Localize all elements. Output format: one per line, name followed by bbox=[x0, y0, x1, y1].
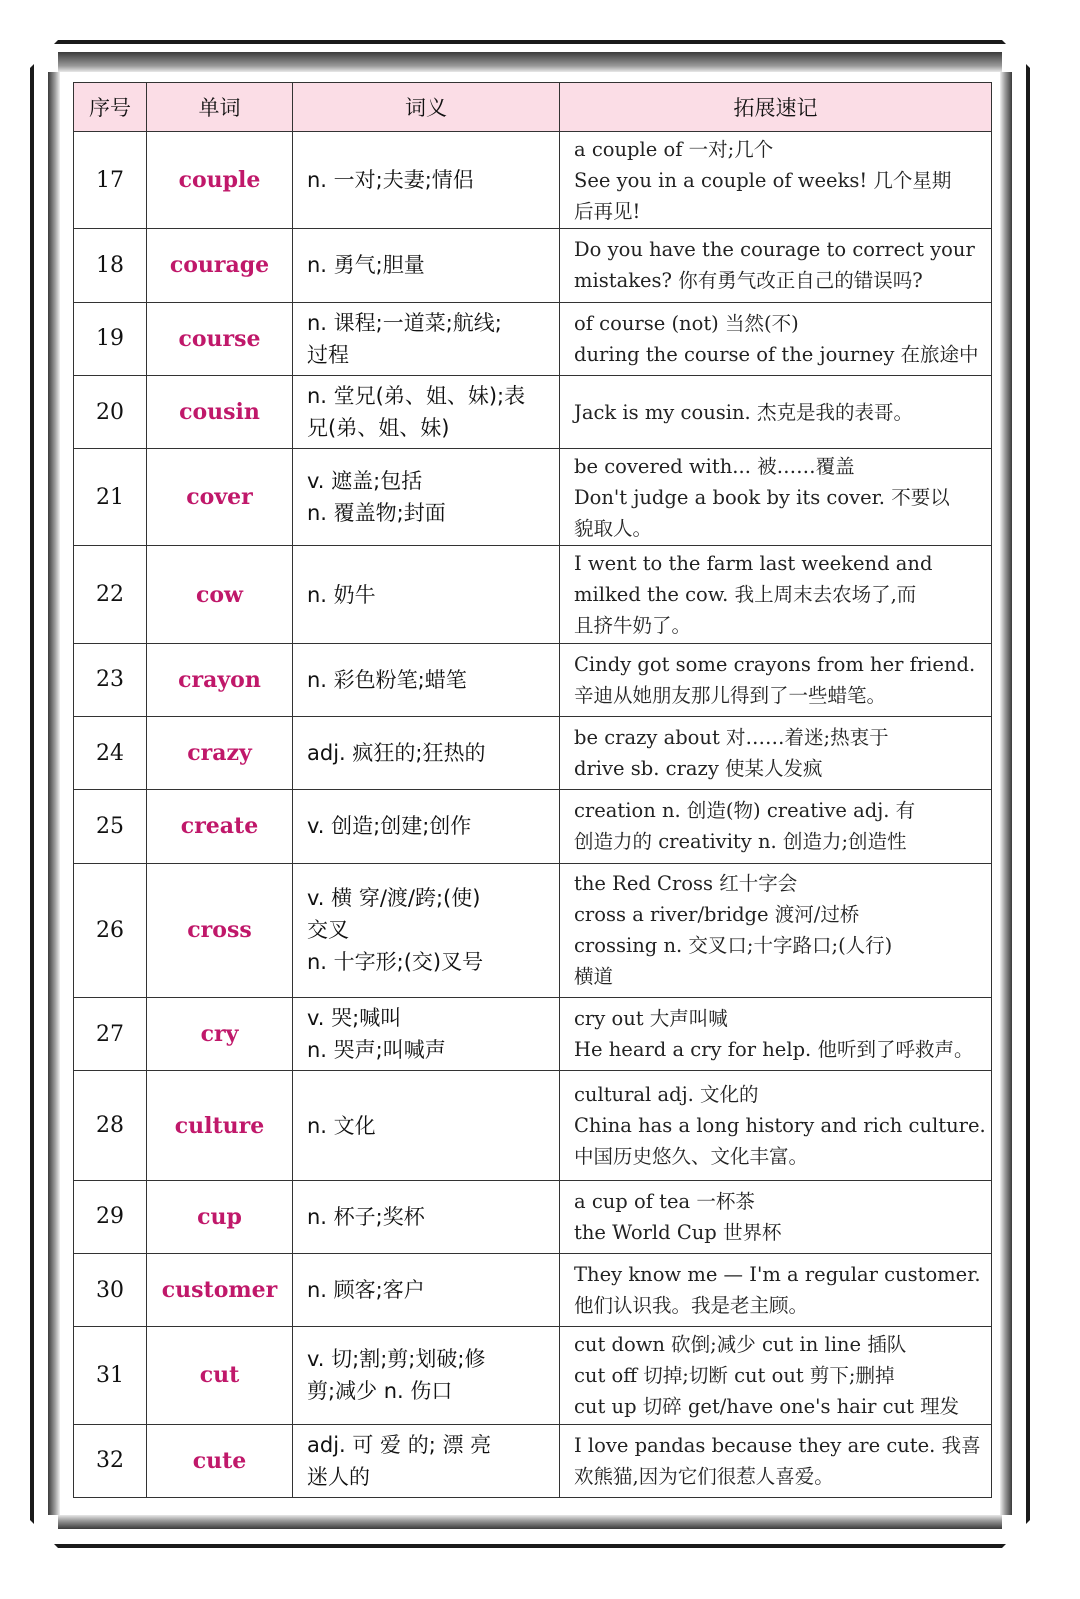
table-row bbox=[74, 1424, 992, 1497]
word-cell: cousin bbox=[147, 375, 293, 448]
row-number: 18 bbox=[74, 229, 147, 302]
extension-line: Don't judge a book by its cover. 不要以 bbox=[574, 485, 950, 509]
word-cell: course bbox=[147, 302, 293, 375]
extension-line: the World Cup 世界杯 bbox=[574, 1220, 782, 1244]
extension-line: cut off 切掉;切断 cut out 剪下;删掉 bbox=[574, 1363, 895, 1387]
meaning-line: n. 十字形;(交)叉号 bbox=[307, 950, 484, 975]
row-number: 17 bbox=[74, 132, 147, 229]
table-row bbox=[74, 643, 992, 716]
table-row bbox=[74, 229, 992, 302]
extension-line: I love pandas because they are cute. 我喜 bbox=[574, 1433, 981, 1457]
extension-line: 貌取人。 bbox=[574, 516, 653, 540]
frame-top-edge bbox=[58, 52, 1002, 72]
meaning-line: n. 堂兄(弟、姐、妹);表 bbox=[307, 384, 526, 408]
header-row bbox=[74, 83, 992, 132]
extension-line: He heard a cry for help. 他听到了呼救声。 bbox=[574, 1038, 974, 1062]
extension-cell bbox=[560, 1254, 992, 1327]
meaning-line: n. 一对;夫妻;情侣 bbox=[307, 168, 474, 193]
row-number: 28 bbox=[74, 1071, 147, 1180]
meaning-line: n. 哭声;叫喊声 bbox=[307, 1038, 446, 1063]
row-number: 29 bbox=[74, 1180, 147, 1253]
word-cell: cow bbox=[147, 546, 293, 643]
extension-line: cultural adj. 文化的 bbox=[574, 1083, 759, 1107]
extension-line: milked the cow. 我上周末去农场了,而 bbox=[574, 583, 917, 607]
extension-cell bbox=[560, 302, 992, 375]
extension-line: drive sb. crazy 使某人发疯 bbox=[574, 757, 823, 781]
header-word: 单词 bbox=[147, 83, 293, 132]
word-cell: create bbox=[147, 790, 293, 863]
meaning-cell bbox=[293, 1071, 560, 1180]
meaning-line: 剪;减少 n. 伤口 bbox=[307, 1379, 453, 1404]
frame-right-edge bbox=[1000, 72, 1012, 1515]
row-number: 32 bbox=[74, 1424, 147, 1497]
extension-line: 后再见! bbox=[574, 199, 641, 223]
meaning-line: n. 勇气;胆量 bbox=[307, 253, 425, 278]
extension-line: cut down 砍倒;减少 cut in line 插队 bbox=[574, 1332, 907, 1356]
extension-line: 他们认识我。我是老主顾。 bbox=[574, 1294, 809, 1318]
row-number: 23 bbox=[74, 643, 147, 716]
meaning-cell bbox=[293, 1254, 560, 1327]
word-cell: customer bbox=[147, 1254, 293, 1327]
extension-line: of course (not) 当然(不) bbox=[574, 311, 799, 335]
meaning-cell bbox=[293, 790, 560, 863]
row-number: 31 bbox=[74, 1327, 147, 1424]
extension-line: a couple of 一对;几个 bbox=[574, 137, 774, 161]
word-cell: cross bbox=[147, 863, 293, 997]
row-number: 20 bbox=[74, 375, 147, 448]
extension-line: the Red Cross 红十字会 bbox=[574, 872, 798, 896]
table-row bbox=[74, 863, 992, 997]
meaning-cell bbox=[293, 998, 560, 1071]
meaning-line: v. 切;割;剪;划破;修 bbox=[307, 1347, 486, 1372]
meaning-line: v. 遮盖;包括 bbox=[307, 469, 423, 494]
extension-cell bbox=[560, 229, 992, 302]
extension-line: Do you have the courage to correct your bbox=[574, 238, 975, 262]
meaning-cell bbox=[293, 302, 560, 375]
meaning-cell bbox=[293, 132, 560, 229]
extension-cell bbox=[560, 643, 992, 716]
extension-line: during the course of the journey 在旅途中 bbox=[574, 342, 979, 366]
header-meaning: 词义 bbox=[293, 83, 560, 132]
frame-bottom-edge bbox=[58, 1515, 1002, 1529]
extension-line: cut up 切碎 get/have one's hair cut 理发 bbox=[574, 1394, 960, 1418]
row-number: 19 bbox=[74, 302, 147, 375]
word-cell: crazy bbox=[147, 717, 293, 790]
extension-line: cry out 大声叫喊 bbox=[574, 1007, 728, 1031]
table-row bbox=[74, 132, 992, 229]
row-number: 25 bbox=[74, 790, 147, 863]
extension-line: be covered with... 被……覆盖 bbox=[574, 454, 855, 478]
extension-line: China has a long history and rich culture. bbox=[574, 1114, 986, 1138]
meaning-line: 过程 bbox=[307, 342, 349, 367]
meaning-cell bbox=[293, 1180, 560, 1253]
table-row bbox=[74, 1180, 992, 1253]
extension-line: 中国历史悠久、文化丰富。 bbox=[574, 1145, 809, 1169]
meaning-line: v. 横 穿/渡/跨;(使) bbox=[307, 886, 481, 911]
row-number: 30 bbox=[74, 1254, 147, 1327]
extension-cell bbox=[560, 790, 992, 863]
row-number: 26 bbox=[74, 863, 147, 997]
header-extension: 拓展速记 bbox=[560, 83, 992, 132]
word-cell: cup bbox=[147, 1180, 293, 1253]
meaning-line: n. 杯子;奖杯 bbox=[307, 1204, 425, 1229]
extension-line: Cindy got some crayons from her friend. bbox=[574, 652, 976, 676]
meaning-cell bbox=[293, 546, 560, 643]
meaning-cell bbox=[293, 643, 560, 716]
table-row bbox=[74, 790, 992, 863]
word-cell: cry bbox=[147, 998, 293, 1071]
meaning-line: v. 创造;创建;创作 bbox=[307, 814, 472, 839]
table-row bbox=[74, 1254, 992, 1327]
extension-line: a cup of tea 一杯茶 bbox=[574, 1189, 755, 1213]
meaning-cell bbox=[293, 717, 560, 790]
extension-cell bbox=[560, 1071, 992, 1180]
meaning-line: 迷人的 bbox=[307, 1464, 370, 1489]
extension-line: 创造力的 creativity n. 创造力;创造性 bbox=[574, 830, 907, 854]
word-cell: cute bbox=[147, 1424, 293, 1497]
extension-cell bbox=[560, 1424, 992, 1497]
meaning-line: n. 奶牛 bbox=[307, 582, 376, 607]
meaning-cell bbox=[293, 449, 560, 546]
meaning-line: adj. 疯狂的;狂热的 bbox=[307, 741, 486, 766]
table-row bbox=[74, 302, 992, 375]
extension-cell bbox=[560, 132, 992, 229]
word-cell: crayon bbox=[147, 643, 293, 716]
extension-line: 欢熊猫,因为它们很惹人喜爱。 bbox=[574, 1464, 834, 1488]
extension-cell bbox=[560, 1327, 992, 1424]
extension-cell bbox=[560, 375, 992, 448]
word-cell: cut bbox=[147, 1327, 293, 1424]
extension-line: be crazy about 对……着迷;热衷于 bbox=[574, 726, 889, 750]
extension-line: mistakes? 你有勇气改正自己的错误吗? bbox=[574, 269, 923, 293]
extension-line: creation n. 创造(物) creative adj. 有 bbox=[574, 799, 916, 823]
vocabulary-table bbox=[73, 82, 992, 1498]
word-cell: culture bbox=[147, 1071, 293, 1180]
extension-line: See you in a couple of weeks! 几个星期 bbox=[574, 168, 952, 192]
table-row bbox=[74, 546, 992, 643]
frame-left-edge bbox=[48, 72, 60, 1515]
meaning-line: n. 课程;一道菜;航线; bbox=[307, 310, 502, 335]
word-cell: couple bbox=[147, 132, 293, 229]
meaning-line: v. 哭;喊叫 bbox=[307, 1006, 402, 1031]
row-number: 24 bbox=[74, 717, 147, 790]
extension-cell bbox=[560, 863, 992, 997]
extension-line: 横道 bbox=[574, 965, 614, 989]
extension-line: They know me — I'm a regular customer. bbox=[574, 1263, 981, 1287]
table-row bbox=[74, 375, 992, 448]
meaning-cell bbox=[293, 375, 560, 448]
extension-line: Jack is my cousin. 杰克是我的表哥。 bbox=[574, 400, 913, 424]
extension-line: I went to the farm last weekend and bbox=[574, 552, 933, 576]
table-row bbox=[74, 998, 992, 1071]
meaning-cell bbox=[293, 229, 560, 302]
extension-cell bbox=[560, 998, 992, 1071]
meaning-line: n. 彩色粉笔;蜡笔 bbox=[307, 667, 467, 692]
meaning-line: adj. 可 爱 的; 漂 亮 bbox=[307, 1432, 492, 1457]
extension-cell bbox=[560, 717, 992, 790]
meaning-line: 交叉 bbox=[307, 918, 349, 943]
extension-line: crossing n. 交叉口;十字路口;(人行) bbox=[574, 934, 893, 958]
row-number: 22 bbox=[74, 546, 147, 643]
meaning-line: n. 文化 bbox=[307, 1113, 376, 1138]
meaning-cell bbox=[293, 1424, 560, 1497]
extension-cell bbox=[560, 1180, 992, 1253]
table-row bbox=[74, 1327, 992, 1424]
row-number: 21 bbox=[74, 449, 147, 546]
header-num: 序号 bbox=[74, 83, 147, 132]
extension-cell bbox=[560, 546, 992, 643]
word-cell: courage bbox=[147, 229, 293, 302]
word-cell: cover bbox=[147, 449, 293, 546]
extension-line: cross a river/bridge 渡河/过桥 bbox=[574, 903, 860, 927]
meaning-cell bbox=[293, 1327, 560, 1424]
table-row bbox=[74, 449, 992, 546]
extension-line: 且挤牛奶了。 bbox=[574, 614, 692, 638]
row-number: 27 bbox=[74, 998, 147, 1071]
meaning-cell bbox=[293, 863, 560, 997]
meaning-line: n. 顾客;客户 bbox=[307, 1278, 425, 1303]
meaning-line: n. 覆盖物;封面 bbox=[307, 501, 446, 526]
table-row bbox=[74, 1071, 992, 1180]
extension-cell bbox=[560, 449, 992, 546]
meaning-line: 兄(弟、姐、妹) bbox=[307, 416, 450, 440]
extension-line: 辛迪从她朋友那儿得到了一些蜡笔。 bbox=[574, 683, 887, 707]
table-row bbox=[74, 717, 992, 790]
